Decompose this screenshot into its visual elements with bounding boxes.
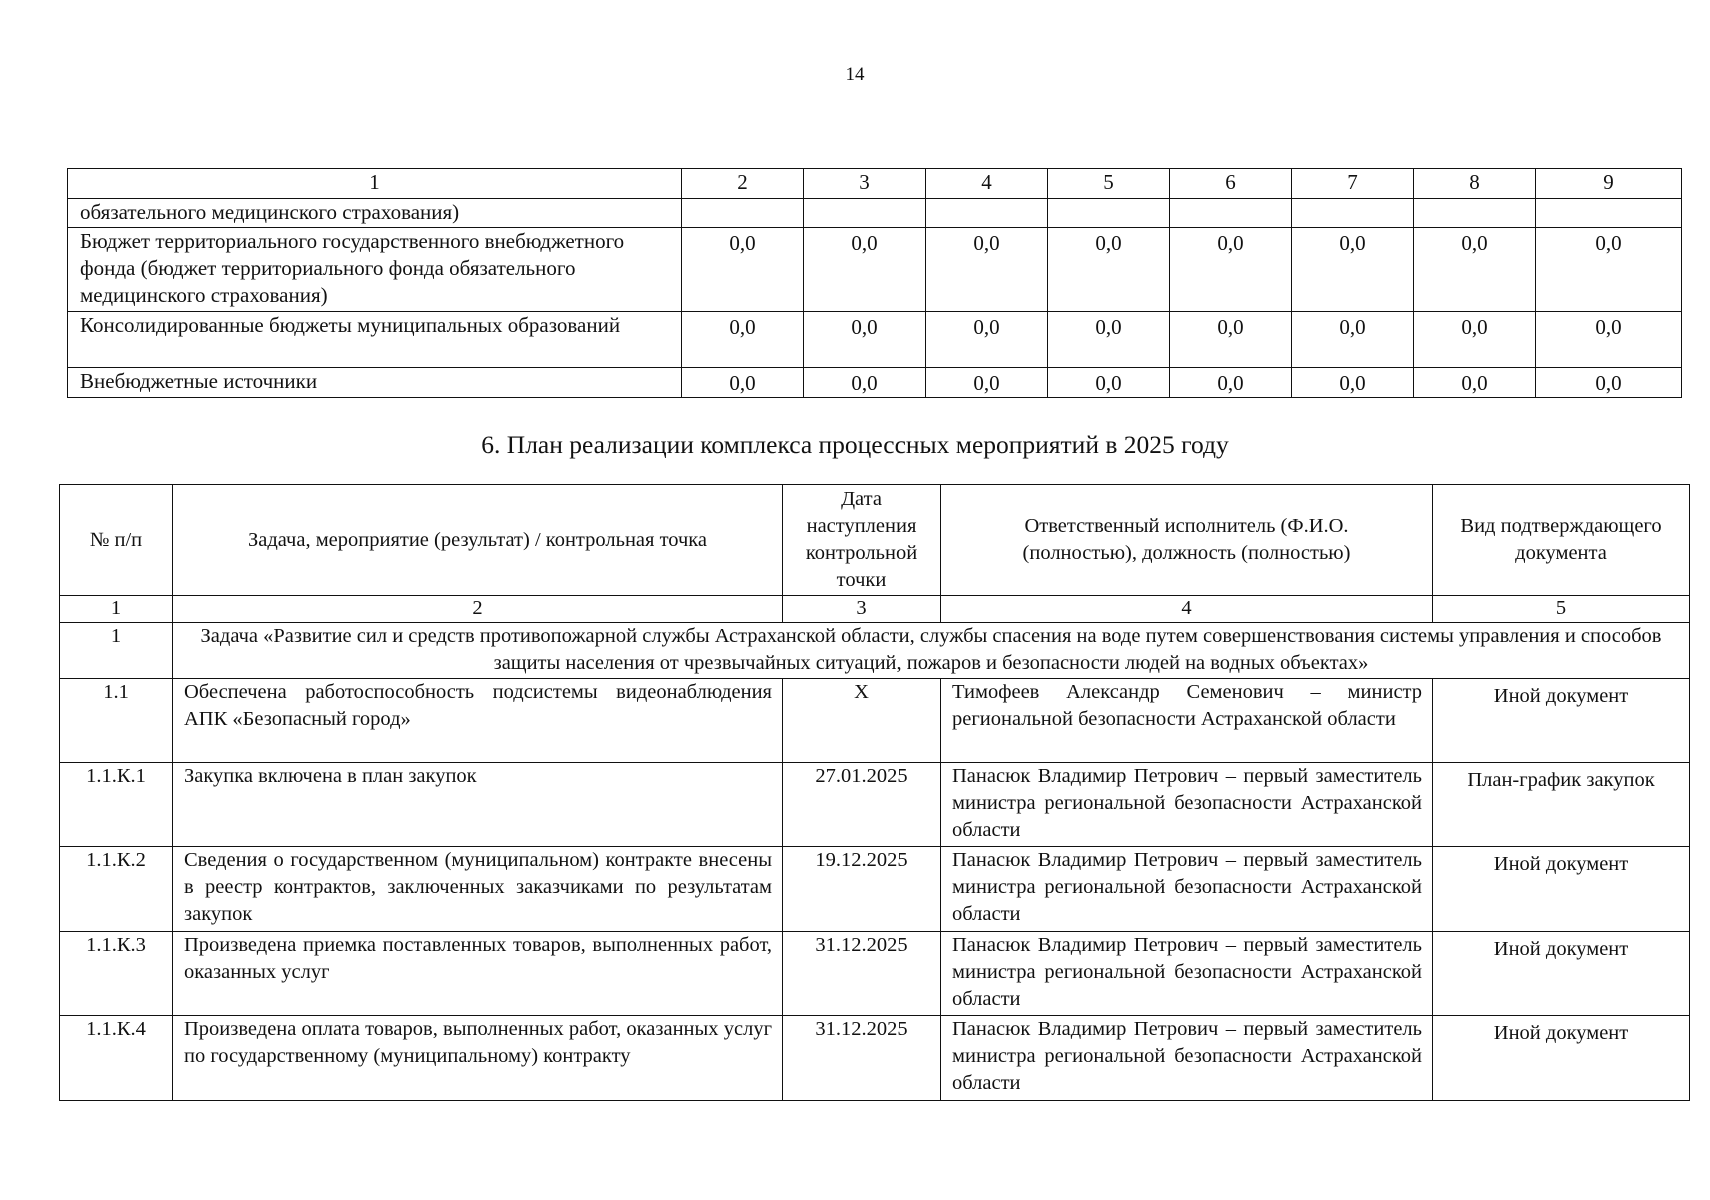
- budget-value-cell: 0,0: [804, 368, 926, 398]
- budget-value-cell: 0,0: [1414, 368, 1536, 398]
- row-number: 1.1.К.1: [60, 763, 173, 847]
- section-title: 6. План реализации комплекса процессных мероприятий в 2025 году: [481, 430, 1229, 459]
- budget-source-cell: Бюджет территориального государственного внебюджетного фонда (бюджет территориального фонда обязательного медицинского страхования): [68, 228, 682, 312]
- header-document: Вид подтверждающего документа: [1433, 485, 1690, 596]
- row-date: 27.01.2025: [783, 763, 941, 847]
- budget-row: [68, 199, 1682, 228]
- budget-value-cell: 0,0: [804, 312, 926, 368]
- row-title: Произведена приемка поставленных товаров, выполненных работ, оказанных услуг: [173, 932, 783, 1016]
- budget-source-cell: Внебюджетные источники: [68, 368, 682, 398]
- page-number: 14: [845, 64, 865, 85]
- table-row: [60, 932, 1690, 1016]
- table-row: [60, 847, 1690, 932]
- table-row: [60, 763, 1690, 847]
- table-row: [60, 1016, 1690, 1101]
- task-text: Задача «Развитие сил и средств противопожарной службы Астраханской области, службы спасения на воде путем совершенствования системы управления и способов защиты населения от чрезвычайных ситуаций, пожаров и безопасности людей на водных объектах»: [173, 623, 1690, 679]
- budget-col-number: 3: [804, 169, 926, 199]
- budget-value-cell: 0,0: [682, 228, 804, 312]
- plan-table: [59, 484, 1690, 1101]
- row-title: Обеспечена работоспособность подсистемы видеонаблюдения АПК «Безопасный город»: [173, 679, 783, 763]
- budget-value-cell: 0,0: [1170, 228, 1292, 312]
- budget-value-cell: 0,0: [804, 228, 926, 312]
- budget-value-cell: [1292, 199, 1414, 228]
- row-date: 19.12.2025: [783, 847, 941, 932]
- task-row: [60, 623, 1690, 679]
- budget-value-cell: 0,0: [682, 368, 804, 398]
- row-number: 1.1.К.4: [60, 1016, 173, 1101]
- budget-value-cell: 0,0: [1048, 368, 1170, 398]
- budget-row: [68, 312, 1682, 368]
- budget-value-cell: [1536, 199, 1682, 228]
- budget-table: [67, 168, 1682, 398]
- budget-value-cell: 0,0: [1414, 228, 1536, 312]
- budget-value-cell: [1414, 199, 1536, 228]
- budget-value-cell: 0,0: [1536, 312, 1682, 368]
- row-document: Иной документ: [1433, 932, 1690, 1016]
- column-number: 3: [783, 596, 941, 623]
- budget-value-cell: 0,0: [1536, 368, 1682, 398]
- budget-value-cell: 0,0: [926, 312, 1048, 368]
- budget-col-number: 2: [682, 169, 804, 199]
- budget-col-number: 4: [926, 169, 1048, 199]
- budget-value-cell: [682, 199, 804, 228]
- budget-value-cell: 0,0: [1170, 368, 1292, 398]
- budget-col-number: 9: [1536, 169, 1682, 199]
- plan-table-header-row: [60, 485, 1690, 596]
- header-responsible: Ответственный исполнитель (Ф.И.О. (полностью), должность (полностью): [941, 485, 1433, 596]
- column-number: 5: [1433, 596, 1690, 623]
- budget-value-cell: 0,0: [1414, 312, 1536, 368]
- row-date: X: [783, 679, 941, 763]
- budget-row: [68, 228, 1682, 312]
- budget-value-cell: [804, 199, 926, 228]
- budget-value-cell: 0,0: [682, 312, 804, 368]
- budget-value-cell: 0,0: [1292, 368, 1414, 398]
- budget-value-cell: [1170, 199, 1292, 228]
- row-document: Иной документ: [1433, 847, 1690, 932]
- budget-col-number: 5: [1048, 169, 1170, 199]
- row-responsible: Панасюк Владимир Петрович – первый заместитель министра региональной безопасности Астраханской области: [941, 847, 1433, 932]
- budget-col-number: 8: [1414, 169, 1536, 199]
- budget-col-number: 1: [68, 169, 682, 199]
- row-document: Иной документ: [1433, 679, 1690, 763]
- budget-value-cell: [1048, 199, 1170, 228]
- table-row: [60, 679, 1690, 763]
- row-date: 31.12.2025: [783, 1016, 941, 1101]
- column-number: 1: [60, 596, 173, 623]
- row-number: 1.1.К.3: [60, 932, 173, 1016]
- header-date: Дата наступления контрольной точки: [783, 485, 941, 596]
- budget-value-cell: 0,0: [926, 368, 1048, 398]
- budget-col-number: 7: [1292, 169, 1414, 199]
- row-title: Закупка включена в план закупок: [173, 763, 783, 847]
- budget-source-cell: Консолидированные бюджеты муниципальных образований: [68, 312, 682, 368]
- budget-col-number: 6: [1170, 169, 1292, 199]
- row-responsible: Панасюк Владимир Петрович – первый заместитель министра региональной безопасности Астраханской области: [941, 1016, 1433, 1101]
- row-number: 1.1: [60, 679, 173, 763]
- task-number: 1: [60, 623, 173, 679]
- budget-value-cell: 0,0: [1292, 228, 1414, 312]
- header-number: № п/п: [60, 485, 173, 596]
- row-responsible: Панасюк Владимир Петрович – первый заместитель министра региональной безопасности Астраханской области: [941, 932, 1433, 1016]
- budget-source-cell: обязательного медицинского страхования): [68, 199, 682, 228]
- budget-value-cell: 0,0: [1170, 312, 1292, 368]
- row-title: Произведена оплата товаров, выполненных работ, оказанных услуг по государственному (муниципальному) контракту: [173, 1016, 783, 1101]
- budget-value-cell: 0,0: [1292, 312, 1414, 368]
- row-document: План-график закупок: [1433, 763, 1690, 847]
- budget-value-cell: [926, 199, 1048, 228]
- plan-table-column-numbers: [60, 596, 1690, 623]
- column-number: 4: [941, 596, 1433, 623]
- row-title: Сведения о государственном (муниципальном) контракте внесены в реестр контрактов, заключенных заказчиками по результатам закупок: [173, 847, 783, 932]
- budget-value-cell: 0,0: [1048, 312, 1170, 368]
- budget-value-cell: 0,0: [926, 228, 1048, 312]
- row-responsible: Тимофеев Александр Семенович – министр региональной безопасности Астраханской области: [941, 679, 1433, 763]
- row-document: Иной документ: [1433, 1016, 1690, 1101]
- budget-value-cell: 0,0: [1048, 228, 1170, 312]
- budget-row: [68, 368, 1682, 398]
- header-task: Задача, мероприятие (результат) / контрольная точка: [173, 485, 783, 596]
- row-number: 1.1.К.2: [60, 847, 173, 932]
- row-date: 31.12.2025: [783, 932, 941, 1016]
- budget-value-cell: 0,0: [1536, 228, 1682, 312]
- column-number: 2: [173, 596, 783, 623]
- budget-table-header-row: [68, 169, 1682, 199]
- row-responsible: Панасюк Владимир Петрович – первый заместитель министра региональной безопасности Астраханской области: [941, 763, 1433, 847]
